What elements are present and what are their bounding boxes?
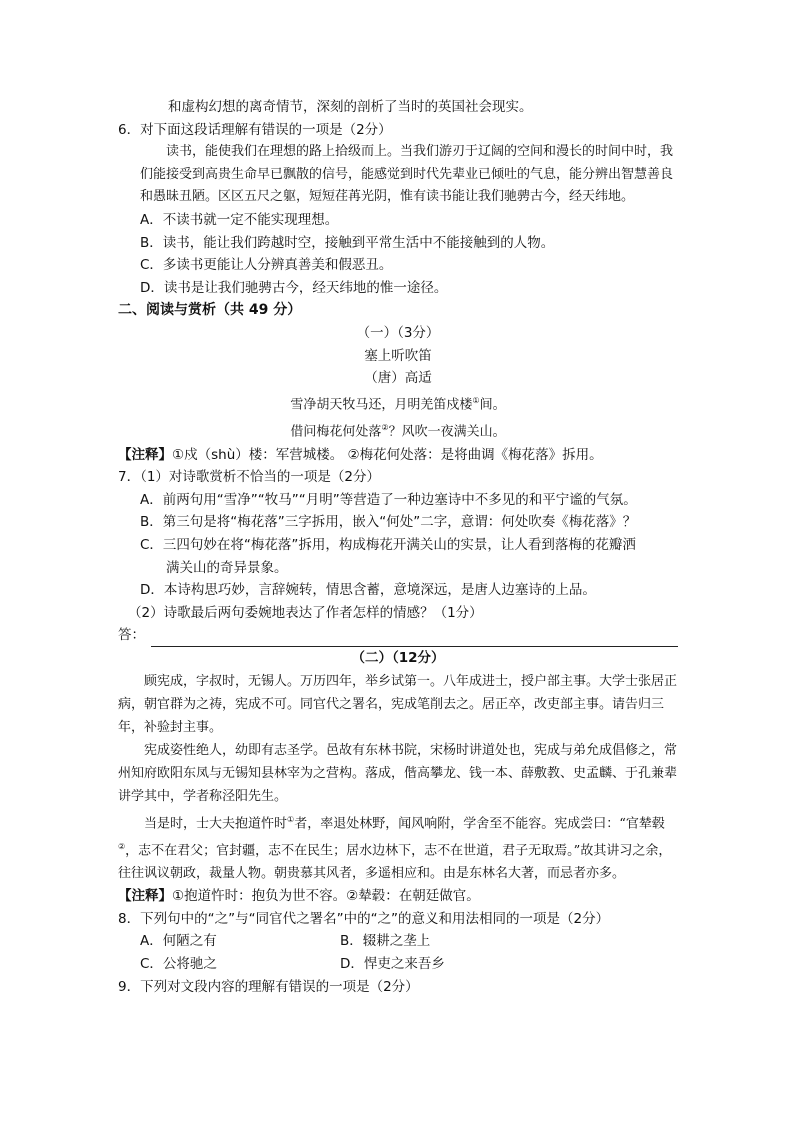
q6-stem: 6．对下面这段话理解有错误的一项是（2分）	[118, 121, 392, 138]
q6-option-d: D．读书是让我们驰骋古今，经天纬地的惟一途径。	[140, 279, 448, 296]
document-page	[118, 96, 678, 998]
q7-option-a: A．前两句用“雪净”“牧马”“月明”等营造了一种边塞诗中不多见的和平宁谧的气氛。	[140, 491, 637, 508]
q8-option-b: B．辍耕之垄上	[340, 933, 431, 950]
classical-note: 【注释】①抱道忤时：抱负为世不容。②辇毂：在朝廷做官。	[118, 888, 480, 905]
q7-option-c-line2: 满关山的奇异景象。	[166, 559, 288, 576]
q8-stem: 8．下列句中的“之”与“同官代之署名”中的“之”的意义和用法相同的一项是（2分）	[118, 910, 610, 927]
poem-line-1: 雪净胡天牧马还，月明羌笛戍楼①间。	[290, 395, 506, 413]
q7-option-b: B．第三句是将“梅花落”三字拆用，嵌入“何处”二字，意谓：何处吹奏《梅花落》？	[140, 514, 637, 531]
q7-sub2: （2）诗歌最后两句委婉地表达了作者怎样的情感？（1分）	[128, 604, 483, 621]
classical-paragraph-1: 顾宪成，字叔时，无锡人。万历四年，举乡试第一。八年成进士，授户部主事。大学士张居正病，朝官群为之祷，宪成不可。同官代之署名，宪成笔削去之。居正卒，改吏部主事。请告归三年，补验封主事。	[118, 673, 678, 735]
q6-option-c: C．多读书更能让人分辨真善美和假恶丑。	[140, 257, 393, 274]
poem-line-2: 借问梅花何处落②？风吹一夜满关山。	[290, 422, 506, 439]
top-line: 和虚构幻想的离奇情节，深刻的剖析了当时的英国社会现实。	[168, 99, 533, 115]
q8-option-d: D．悍吏之来吾乡	[340, 955, 445, 972]
poem-note: 【注释】①戍（shù）楼：军营城楼。 ②梅花何处落：是将曲调《梅花落》拆用。	[118, 446, 603, 463]
classical-part: （二）（12分）	[351, 649, 445, 666]
q8-options	[118, 930, 678, 975]
q6-option-b: B．读书，能让我们跨越时空，接触到平常生活中不能接触到的人物。	[140, 234, 555, 251]
q7-stem: 7．（1）对诗歌赏析不恰当的一项是（2分）	[118, 469, 381, 486]
q8-option-c: C．公将驰之	[140, 955, 217, 972]
q7-answer-row	[118, 624, 678, 647]
q8-option-a: A．何陋之有	[140, 933, 217, 950]
q7-option-c-line1: C．三四句妙在将“梅花落”拆用，构成梅花开满关山的实景，让人看到落梅的花瓣洒	[140, 536, 636, 553]
classical-paragraph-3: 当是时，士大夫抱道忤时①者，率退处林野，闻风响附，学舍至不能容。宪成尝曰：“官辇毂②，志不在君父；官封疆，志不在民生；居水边林下，志不在世道，君子无取焉。”故其讲习之余，往往讽议朝政，裁量人物。朝贵慕其风者，多遥相应和。由是东林名大著，而忌者亦多。	[118, 814, 672, 882]
answer-line[interactable]	[151, 630, 678, 647]
q6-option-a: A．不读书就一定不能实现理想。	[140, 211, 339, 228]
poem-part: （一）（3分）	[356, 324, 440, 341]
poem-author: （唐）高适	[364, 370, 432, 387]
answer-label: 答：	[118, 627, 145, 644]
q9-stem: 9．下列对文段内容的理解有错误的一项是（2分）	[118, 978, 419, 995]
poem-title: 塞上听吹笛	[364, 347, 432, 364]
classical-paragraph-2: 宪成姿性绝人，幼即有志圣学。邑故有东林书院，宋杨时讲道处也，宪成与弟允成倡修之，常州知府欧阳东凤与无锡知县林宰为之营构。落成，偕高攀龙、钱一本、薛敷教、史孟麟、于孔兼辈讲学其中，学者称泾阳先生。	[118, 742, 678, 804]
section2-title: 二、阅读与赏析（共 49 分）	[118, 302, 302, 319]
q6-passage: 读书，能使我们在理想的路上拾级而上。当我们游刃于辽阔的空间和漫长的时间中时，我们能接受到高贵生命早已飘散的信号，能感觉到时代先辈业已倾吐的气息，能分辨出智慧善良和愚昧丑陋。区区五尺之躯，短短荏苒光阴，惟有读书能让我们驰骋古今，经天纬地。	[140, 144, 674, 205]
q7-option-d: D．本诗构思巧妙，言辞婉转，情思含蓄，意境深远，是唐人边塞诗的上品。	[140, 582, 596, 599]
